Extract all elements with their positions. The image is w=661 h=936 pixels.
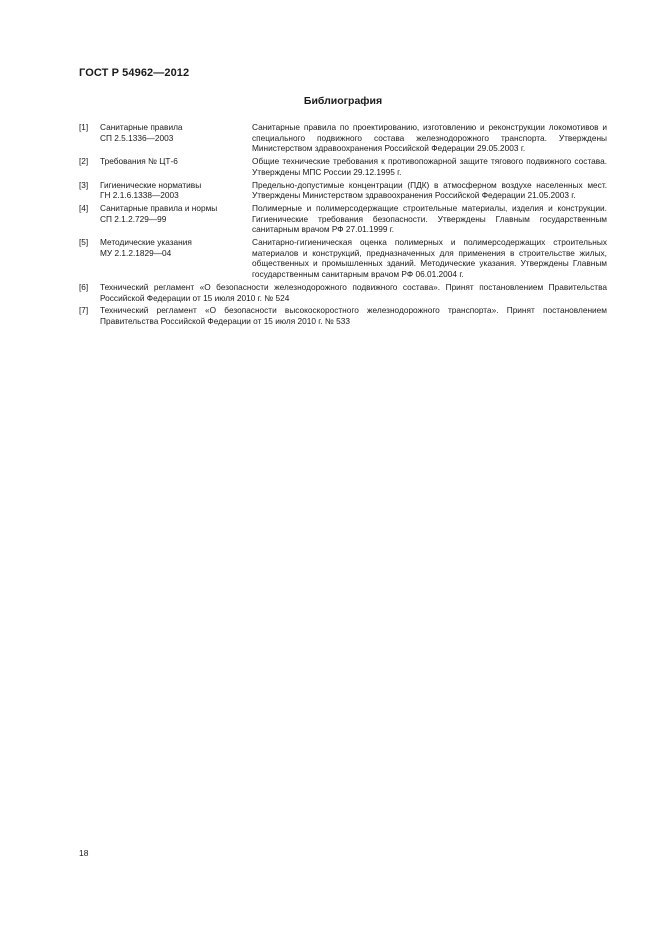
entry-number: [7]: [79, 305, 89, 316]
entry-source: [100, 156, 252, 177]
bibliography-entry: [79, 180, 607, 201]
bibliography-title: Библиография: [303, 95, 383, 107]
entry-number: [5]: [79, 237, 89, 248]
entry-source-type: Требования № ЦТ-6: [100, 156, 178, 167]
entry-description: Предельно-допустимые концентрации (ПДК) в атмосферном воздухе населенных мест. Утверждены Министерством здравоохранения Российской Федерации 21.05.2003 г.: [252, 179, 607, 201]
regulation-text: Технический регламент «О безопасности железнодорожного подвижного состава». Принят постановлением Правительства Российской Федерации от 15 июля 2010 г. № 524: [100, 281, 607, 303]
entry-source-type: Санитарные правила и нормы: [100, 202, 218, 213]
bibliography-entry: [79, 122, 607, 154]
entry-source-type: Методические указания: [100, 237, 192, 248]
regulation-entry: [79, 282, 607, 303]
page-number: 18: [79, 848, 89, 858]
entry-source-code: СП 2.1.2.729—99: [100, 213, 167, 224]
entry-number: [1]: [79, 122, 89, 132]
entry-source-code: ГН 2.1.6.1338—2003: [100, 190, 179, 201]
entry-source: [100, 122, 252, 154]
entry-number: [6]: [79, 281, 89, 292]
document-code: ГОСТ Р 54962—2012: [79, 67, 190, 79]
entry-description: Общие технические требования к противопожарной защите тягового подвижного состава. Утверждены МПС России 29.12.1995 г.: [252, 156, 607, 177]
entry-source: [100, 203, 252, 235]
entry-description: Полимерные и полимерсодержащие строительные материалы, изделия и конструкции. Гигиенические требования безопасности. Утверждены Главным государственным санитарным врачом РФ 27.01.1999 г.: [252, 202, 607, 235]
entry-source: [100, 180, 252, 201]
bibliography-entry: [79, 203, 607, 235]
entry-source: [100, 237, 252, 280]
regulation-text: Технический регламент «О безопасности высокоскоростного железнодорожного транспорта». Принят постановлением Правительства Российской Федерации от 15 июля 2010 г. № 533: [100, 305, 607, 326]
regulation-entry: [79, 305, 607, 326]
entry-number: [2]: [79, 156, 89, 167]
entry-description: Санитарно-гигиеническая оценка полимерных и полимерсодержащих строительных материалов и конструкций, предназначенных для применения в строительстве жилых, общественных и промышленных зданий. Методические указания. Утверждены Главным государственным санитарным врачом РФ 06.01.2004 г.: [252, 237, 607, 280]
entry-source-type: Санитарные правила: [100, 122, 183, 132]
entry-number: [3]: [79, 179, 89, 190]
entry-source-type: Гигиенические нормативы: [100, 179, 202, 190]
bibliography-list: [79, 122, 607, 329]
bibliography-entry: [79, 156, 607, 177]
entry-source-code: МУ 2.1.2.1829—04: [100, 247, 172, 258]
entry-description: Санитарные правила по проектированию, изготовлению и реконструкции локомотивов и специального подвижного состава железнодорожного транспорта. Утверждены Министерством здравоохранения Российской Федерации 29.05.2003 г.: [252, 122, 607, 154]
entry-number: [4]: [79, 202, 89, 213]
bibliography-entry: [79, 237, 607, 280]
entry-source-code: СП 2.5.1336—2003: [100, 132, 174, 143]
